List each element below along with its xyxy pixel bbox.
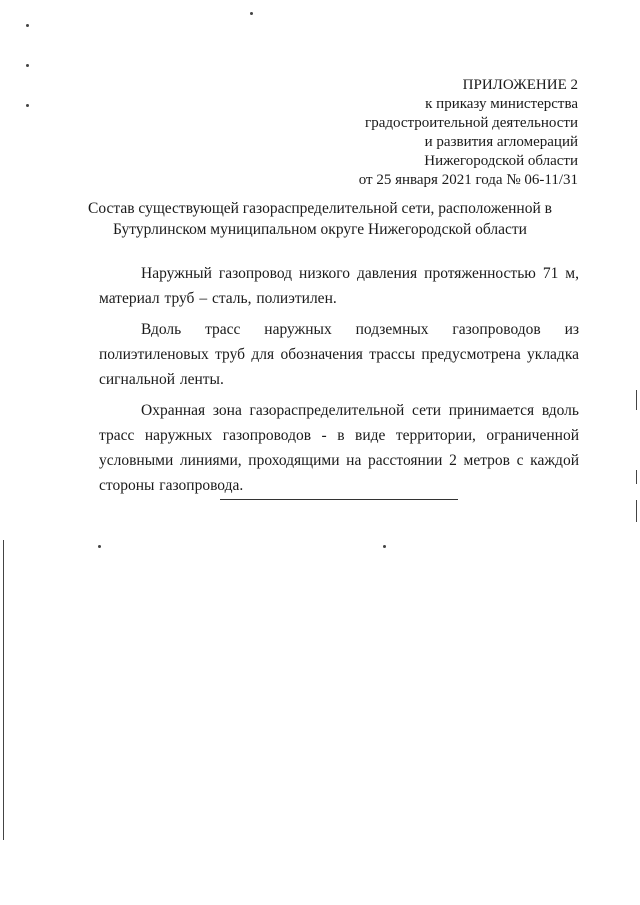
scan-speck (98, 545, 101, 548)
end-separator-line (220, 499, 458, 500)
document-body (99, 261, 579, 504)
scan-speck (26, 24, 29, 27)
title-line-2: Бутурлинском муниципальном округе Нижегородской области (113, 221, 527, 238)
title-line-1: Состав существующей газораспределительной сети, расположенной в (88, 200, 552, 217)
appendix-line-2: градостроительной деятельности (365, 115, 578, 131)
appendix-date-line: от 25 января 2021 года № 06-11/31 (358, 172, 578, 188)
appendix-header (278, 76, 578, 190)
paragraph-pipeline: Наружный газопровод низкого давления протяженностью 71 м, материал труб – сталь, полиэтилен. (99, 265, 579, 307)
scan-edge-line (636, 500, 637, 522)
scan-speck (250, 12, 253, 15)
appendix-line-3: и развития агломераций (424, 134, 578, 150)
paragraph-protection-zone: Охранная зона газораспределительной сети принимается вдоль трасс наружных газопроводов - в виде территории, ограниченной условными линиями, проходящими на расстоянии 2 метров с каждой стороны газопровода. (99, 402, 579, 494)
appendix-line-1: к приказу министерства (425, 96, 578, 112)
paragraph-signal-tape: Вдоль трасс наружных подземных газопроводов из полиэтиленовых труб для обозначения трассы предусмотрена укладка сигнальной ленты. (99, 321, 579, 388)
scan-speck (26, 64, 29, 67)
appendix-label: ПРИЛОЖЕНИЕ 2 (462, 77, 578, 93)
scan-edge-line (636, 390, 637, 410)
scan-speck (26, 104, 29, 107)
document-title (80, 198, 560, 240)
scan-edge-line (3, 540, 4, 840)
appendix-line-4: Нижегородской области (424, 153, 578, 169)
scan-speck (383, 545, 386, 548)
scan-edge-line (636, 470, 637, 484)
